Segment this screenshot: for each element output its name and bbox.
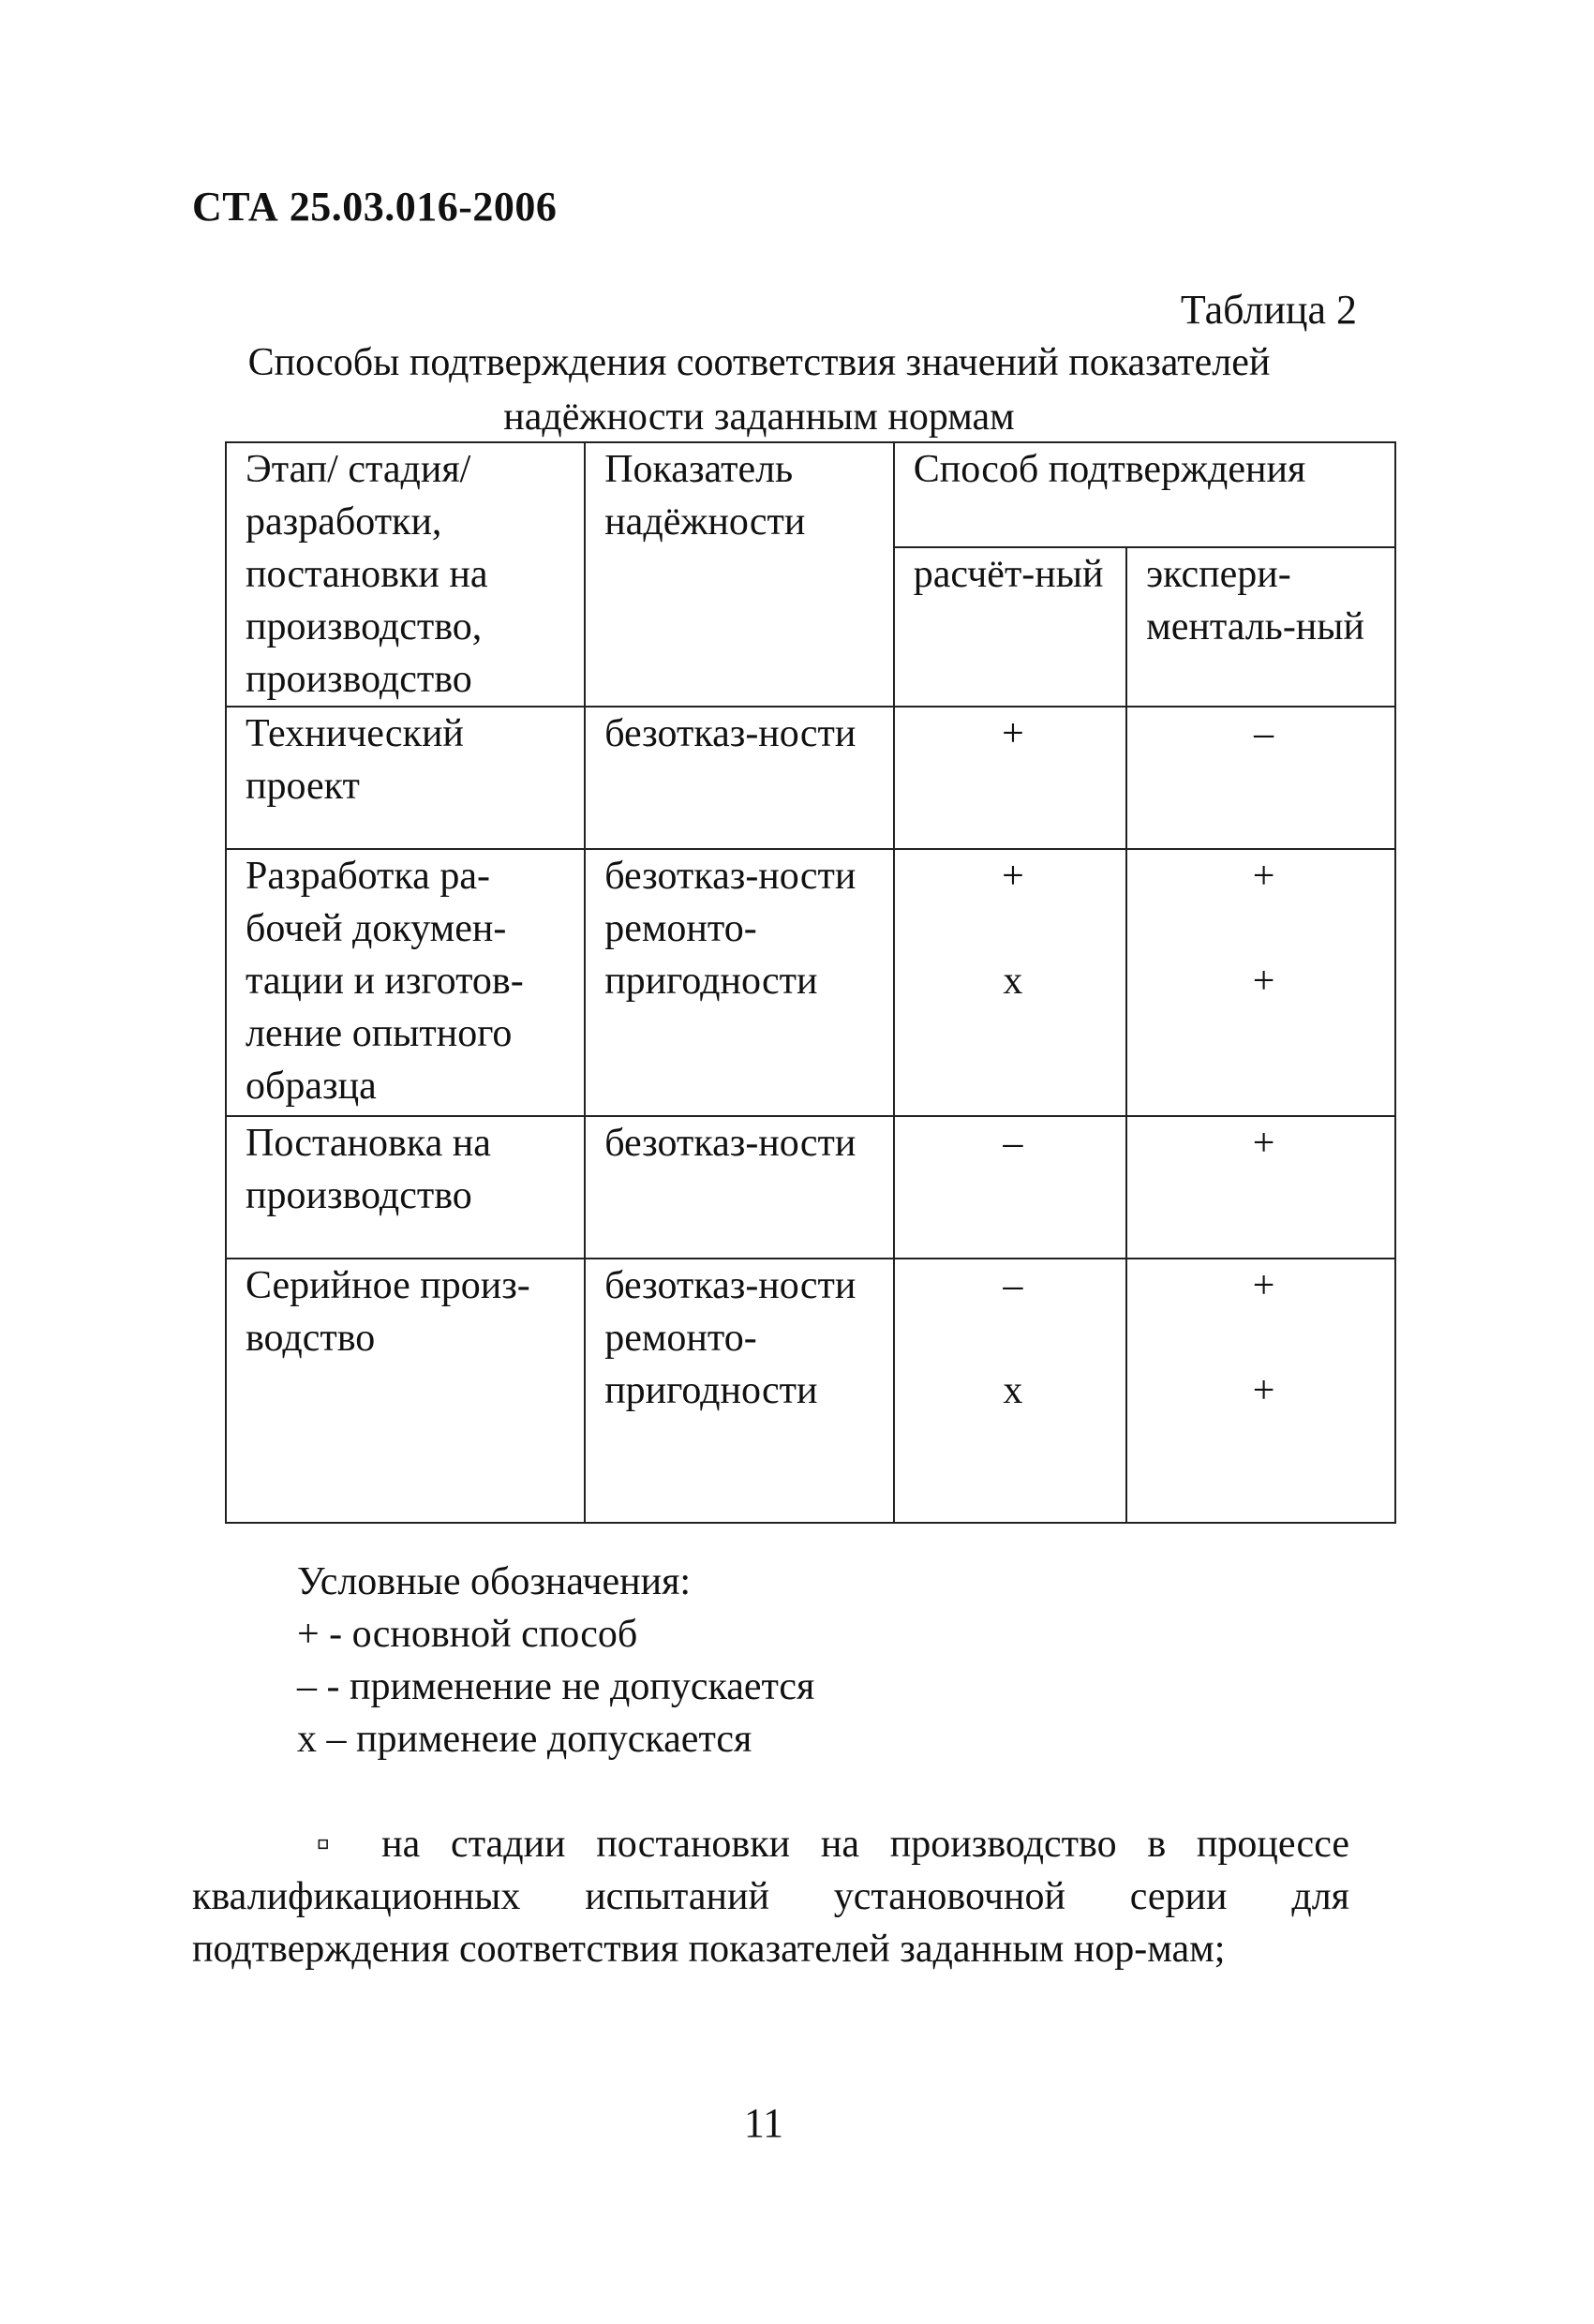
row-stage: Постановка на производство xyxy=(226,1116,585,1259)
table-row xyxy=(226,707,1395,849)
calc-mark: х xyxy=(1003,960,1023,1003)
legend-item: + - основной способ xyxy=(297,1613,638,1656)
row-calc xyxy=(894,1116,1126,1259)
legend-title: Условные обозначения: xyxy=(297,1560,692,1603)
row-stage: Разработка ра-бочей докумен-тации и изготов-ление опытного образца xyxy=(226,849,585,1116)
row-calc xyxy=(894,849,1126,1116)
row-calc xyxy=(894,707,1126,849)
header-stage: Этап/ стадия/ разработки, постановки на производство, производство xyxy=(226,442,585,707)
table-row xyxy=(226,1259,1395,1523)
reliability-table xyxy=(225,441,1396,1524)
header-indicator: Показатель надёжности xyxy=(585,442,894,707)
page-number: 11 xyxy=(743,2100,784,2146)
footnote xyxy=(192,1818,1349,1975)
indicator-line: безотказ-ности xyxy=(604,712,857,755)
indicator-line: безотказ-ности xyxy=(604,1264,857,1307)
table-label: Таблица 2 xyxy=(1180,287,1357,333)
exp-mark: + xyxy=(1252,960,1275,1003)
exp-mark: + xyxy=(1252,1122,1275,1165)
row-exp xyxy=(1126,849,1395,1116)
exp-mark: – xyxy=(1254,712,1274,755)
document-code: СТА 25.03.016-2006 xyxy=(192,184,558,230)
exp-mark: + xyxy=(1252,855,1275,898)
calc-mark: + xyxy=(1002,855,1024,898)
legend-item: – - применение не допускается xyxy=(297,1665,815,1708)
row-indicator xyxy=(585,707,894,849)
legend-item: х – применеие допускается xyxy=(297,1718,752,1761)
row-exp xyxy=(1126,1116,1395,1259)
indicator-line: ремонто-пригодности xyxy=(604,1317,818,1412)
table-row xyxy=(226,849,1395,1116)
row-indicator xyxy=(585,1116,894,1259)
calc-mark: – xyxy=(1003,1264,1023,1307)
table-title: Способы подтверждения соответствия значений показателей надёжности заданным нормам xyxy=(247,341,1271,439)
header-exp: экспери-менталь-ный xyxy=(1126,547,1395,707)
indicator-line: безотказ-ности xyxy=(604,855,857,898)
legend xyxy=(297,1556,814,1765)
note-text: на стадии постановки на производство в процессе квалификационных испытаний установочной серии для подтверждения соответствия показателей заданным нор-мам; xyxy=(192,1823,1349,1971)
row-indicator xyxy=(585,1259,894,1523)
calc-mark: + xyxy=(1002,712,1024,755)
row-exp xyxy=(1126,1259,1395,1523)
header-calc: расчёт-ный xyxy=(894,547,1126,707)
calc-mark: х xyxy=(1003,1369,1023,1412)
table-row xyxy=(226,1116,1395,1259)
row-stage: Технический проект xyxy=(226,707,585,849)
note-marker: ▫ xyxy=(295,1823,351,1866)
header-row xyxy=(226,442,1395,547)
indicator-line: безотказ-ности xyxy=(604,1122,857,1165)
row-calc xyxy=(894,1259,1126,1523)
row-indicator xyxy=(585,849,894,1116)
header-method: Способ подтверждения xyxy=(894,442,1395,547)
exp-mark: + xyxy=(1252,1369,1275,1412)
calc-mark: – xyxy=(1003,1122,1023,1165)
exp-mark: + xyxy=(1252,1264,1275,1307)
row-exp xyxy=(1126,707,1395,849)
row-stage: Серийное произ-водство xyxy=(226,1259,585,1523)
indicator-line: ремонто-пригодности xyxy=(604,907,818,1003)
